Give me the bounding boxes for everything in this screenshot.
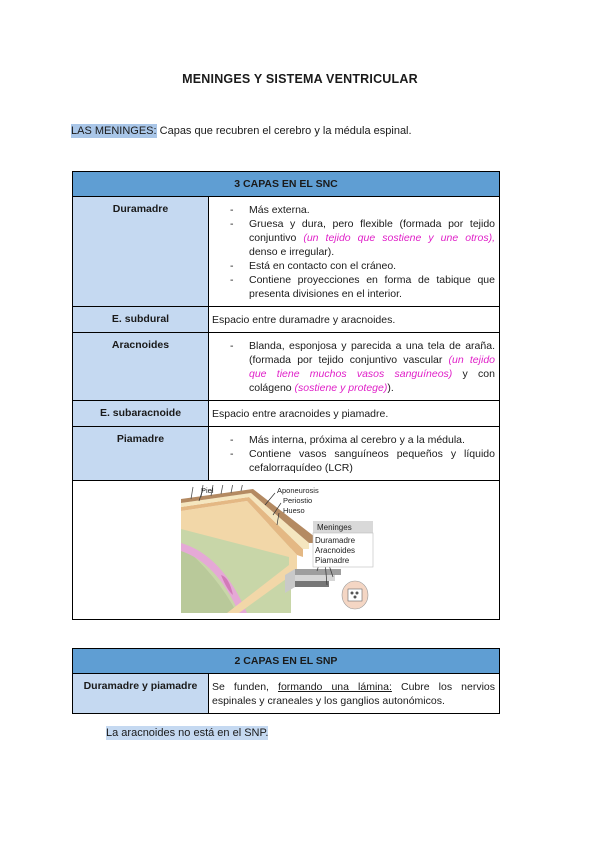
label-hueso: Hueso bbox=[283, 506, 305, 515]
label-piamadre: Piamadre bbox=[315, 556, 350, 565]
list-item: - Gruesa y dura, pero flexible (formada por tejido conjuntivo (un tejido que sostiene y une otros), denso e irregular). bbox=[230, 217, 495, 259]
snp-desc: Se funden, formando una lámina: Cubre los nervios espinales y craneales y los ganglios autonómicos. bbox=[209, 674, 500, 714]
duramadre-label: Duramadre bbox=[73, 197, 209, 307]
intro-text: Capas que recubren el cerebro y la médula espinal. bbox=[156, 125, 412, 137]
table-row bbox=[73, 674, 500, 714]
snc-table bbox=[72, 171, 500, 620]
label-periostio: Periostio bbox=[283, 496, 313, 505]
underlined-text: formando una lámina: bbox=[278, 681, 392, 693]
label-aponeurosis: Aponeurosis bbox=[277, 486, 319, 495]
intro-label: LAS MENINGES: bbox=[71, 125, 157, 137]
piamadre-desc bbox=[209, 427, 500, 481]
meninges-figure-cell bbox=[73, 481, 500, 620]
subdural-desc: Espacio entre duramadre y aracnoides. bbox=[209, 307, 500, 333]
pink-note: (sostiene y protege) bbox=[294, 382, 388, 394]
table-row bbox=[73, 197, 500, 307]
snc-header: 3 CAPAS EN EL SNC bbox=[73, 172, 500, 197]
piamadre-label: Piamadre bbox=[73, 427, 209, 481]
head-icon bbox=[342, 581, 368, 609]
snp-label: Duramadre y piamadre bbox=[73, 674, 209, 714]
list-item: - Más interna, próxima al cerebro y a la médula. bbox=[230, 433, 495, 447]
subaracnoide-desc: Espacio entre aracnoides y piamadre. bbox=[209, 401, 500, 427]
snp-header: 2 CAPAS EN EL SNP bbox=[73, 649, 500, 674]
pink-note: (un tejido que sostiene y une otros), bbox=[303, 232, 495, 244]
table-row bbox=[73, 333, 500, 401]
list-item: - Contiene proyecciones en forma de tabique que presenta divisiones en el interior. bbox=[230, 273, 495, 301]
label-duramadre: Duramadre bbox=[315, 536, 356, 545]
pink-note: (un tejido que tiene muchos vasos sanguíneos) bbox=[249, 354, 495, 380]
list-item: - Blanda, esponjosa y parecida a una tela de araña. (formada por tejido conjuntivo vascular (un tejido que tiene muchos vasos sanguíneos) y con colágeno (sostiene y protege)). bbox=[230, 339, 495, 395]
subaracnoide-label: E. subaracnoide bbox=[73, 401, 209, 427]
aracnoides-label: Aracnoides bbox=[73, 333, 209, 401]
table-row bbox=[73, 401, 500, 427]
snp-note: La aracnoides no está en el SNP. bbox=[106, 727, 269, 739]
intro-line bbox=[71, 125, 412, 137]
duramadre-desc bbox=[209, 197, 500, 307]
list-item: - Más externa. bbox=[230, 203, 495, 217]
subdural-label: E. subdural bbox=[73, 307, 209, 333]
label-piel: Piel bbox=[201, 486, 214, 495]
table-row bbox=[73, 427, 500, 481]
meninges-illustration bbox=[177, 485, 417, 615]
label-aracnoides: Aracnoides bbox=[315, 546, 356, 555]
list-item: - Está en contacto con el cráneo. bbox=[230, 259, 495, 273]
aracnoides-desc bbox=[209, 333, 500, 401]
table-row bbox=[73, 307, 500, 333]
label-meninges: Meninges bbox=[317, 523, 352, 532]
list-item: - Contiene vasos sanguíneos pequeños y líquido cefalorraquídeo (LCR) bbox=[230, 447, 495, 475]
snp-table bbox=[72, 648, 500, 714]
page-title: MENINGES Y SISTEMA VENTRICULAR bbox=[182, 72, 418, 86]
